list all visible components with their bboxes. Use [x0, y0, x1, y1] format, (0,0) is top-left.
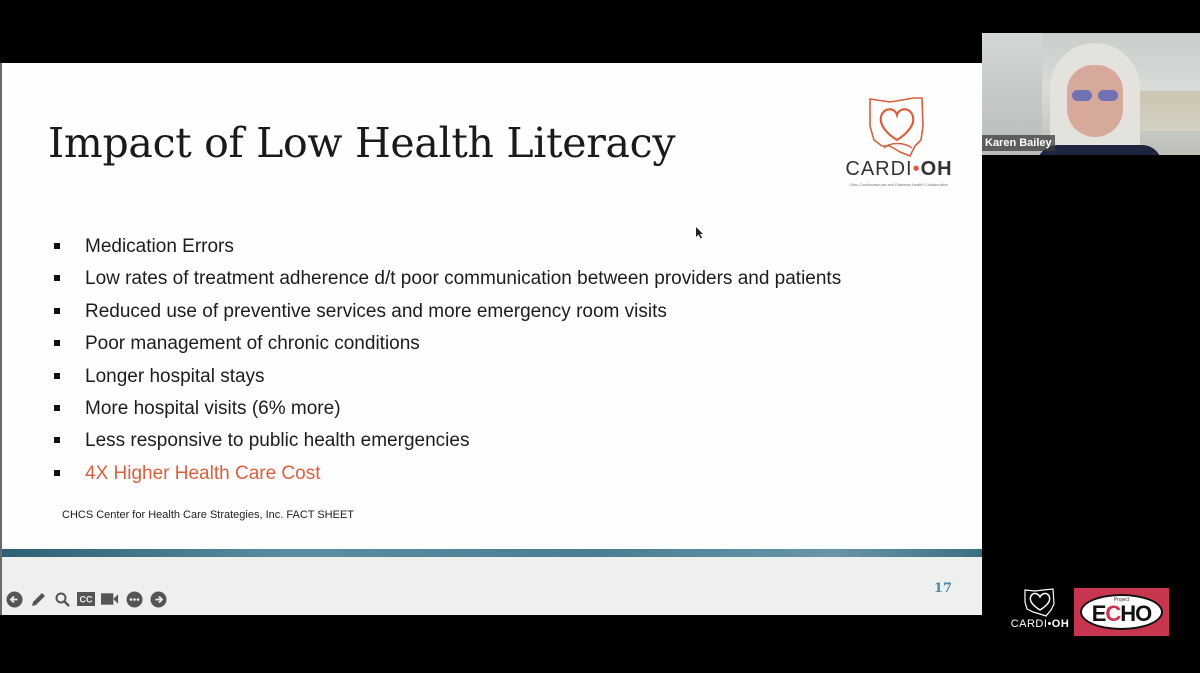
- logo-subtitle: Ohio Cardiovascular and Diabetes Health Collaborative: [849, 182, 949, 187]
- participant-body: [1037, 145, 1162, 155]
- logo-word-right: OH: [920, 158, 953, 180]
- bullet-text: Longer hospital stays: [85, 365, 265, 387]
- bullet-list: [54, 231, 841, 490]
- svg-text:CC: CC: [79, 594, 93, 605]
- participant-video[interactable]: [982, 33, 1200, 155]
- page-number: 17: [933, 581, 952, 596]
- bullet-item: [54, 361, 841, 393]
- echo-letter-c: C: [1105, 601, 1121, 626]
- cardi-oh-logo: [840, 96, 958, 188]
- bullet-text: Medication Errors: [85, 236, 234, 257]
- mouse-cursor-icon: [696, 227, 704, 239]
- video-background-shelf: [1130, 91, 1200, 131]
- bullet-text: Less responsive to public health emergencies: [85, 430, 470, 452]
- camera-button[interactable]: [101, 590, 119, 608]
- ellipsis-icon: [126, 591, 143, 608]
- bullet-item: [54, 263, 841, 295]
- echo-letters-ho: HO: [1120, 601, 1152, 626]
- source-citation: CHCS Center for Health Care Strategies, Inc. FACT SHEET: [62, 509, 355, 521]
- bullet-item: [54, 328, 841, 360]
- cc-icon: [77, 592, 95, 606]
- previous-slide-button[interactable]: [5, 590, 23, 608]
- logo-wordmark: [840, 158, 958, 181]
- arrow-left-icon: [6, 591, 23, 608]
- slide-footer-band: [2, 549, 982, 557]
- ohio-heart-white-icon: [1023, 588, 1057, 618]
- slide-footer: [2, 557, 982, 615]
- bullet-square-icon: [54, 437, 60, 443]
- bullet-square-icon: [54, 275, 60, 281]
- cardi-oh-brand-text: [1006, 618, 1074, 630]
- bullet-square-icon: [54, 340, 60, 346]
- magnifier-icon: [54, 591, 71, 608]
- participant-name: Karen Bailey: [982, 135, 1055, 151]
- pencil-icon: [30, 591, 47, 608]
- bullet-square-icon: [54, 405, 60, 411]
- logo-dot: •: [912, 158, 921, 180]
- brand-word-right: OH: [1051, 618, 1070, 630]
- bullet-square-icon: [54, 243, 60, 249]
- bullet-square-icon: [54, 373, 60, 379]
- bullet-item-highlight: [54, 458, 841, 490]
- brand-word-left: CARDI: [1010, 618, 1048, 630]
- bullet-item: [54, 296, 841, 328]
- bullet-text: Reduced use of preventive services and more emergency room visits: [85, 300, 667, 322]
- zoom-button[interactable]: [53, 590, 71, 608]
- logo-word-left: CARDI: [845, 158, 913, 180]
- participant-glasses: [1070, 90, 1120, 102]
- bullet-text: More hospital visits (6% more): [85, 397, 341, 419]
- bullet-text: Poor management of chronic conditions: [85, 333, 420, 355]
- presentation-slide: [0, 63, 982, 615]
- echo-project-label: Project: [1113, 597, 1130, 603]
- next-slide-button[interactable]: [149, 590, 167, 608]
- echo-oval: [1080, 594, 1163, 630]
- brand-dot: •: [1047, 618, 1052, 630]
- pen-button[interactable]: [29, 590, 47, 608]
- bullet-text: Low rates of treatment adherence d/t poor communication between providers and patients: [85, 268, 842, 290]
- ohio-heart-icon: [866, 96, 930, 158]
- echo-wordmark: [1082, 601, 1161, 627]
- bullet-text: 4X Higher Health Care Cost: [85, 462, 321, 484]
- bullet-square-icon: [54, 470, 60, 476]
- arrow-right-icon: [150, 591, 167, 608]
- bullet-item: [54, 393, 841, 425]
- slideshow-controls: [5, 590, 167, 608]
- cardi-oh-brand-logo: [1006, 588, 1074, 638]
- echo-letter-e: E: [1091, 601, 1106, 626]
- project-echo-logo: [1074, 588, 1169, 636]
- bullet-item: [54, 231, 841, 263]
- video-camera-icon: [101, 592, 119, 606]
- slide-title: Impact of Low Health Literacy: [48, 119, 676, 167]
- captions-button[interactable]: [77, 590, 95, 608]
- more-options-button[interactable]: [125, 590, 143, 608]
- bullet-item: [54, 425, 841, 457]
- bullet-square-icon: [54, 308, 60, 314]
